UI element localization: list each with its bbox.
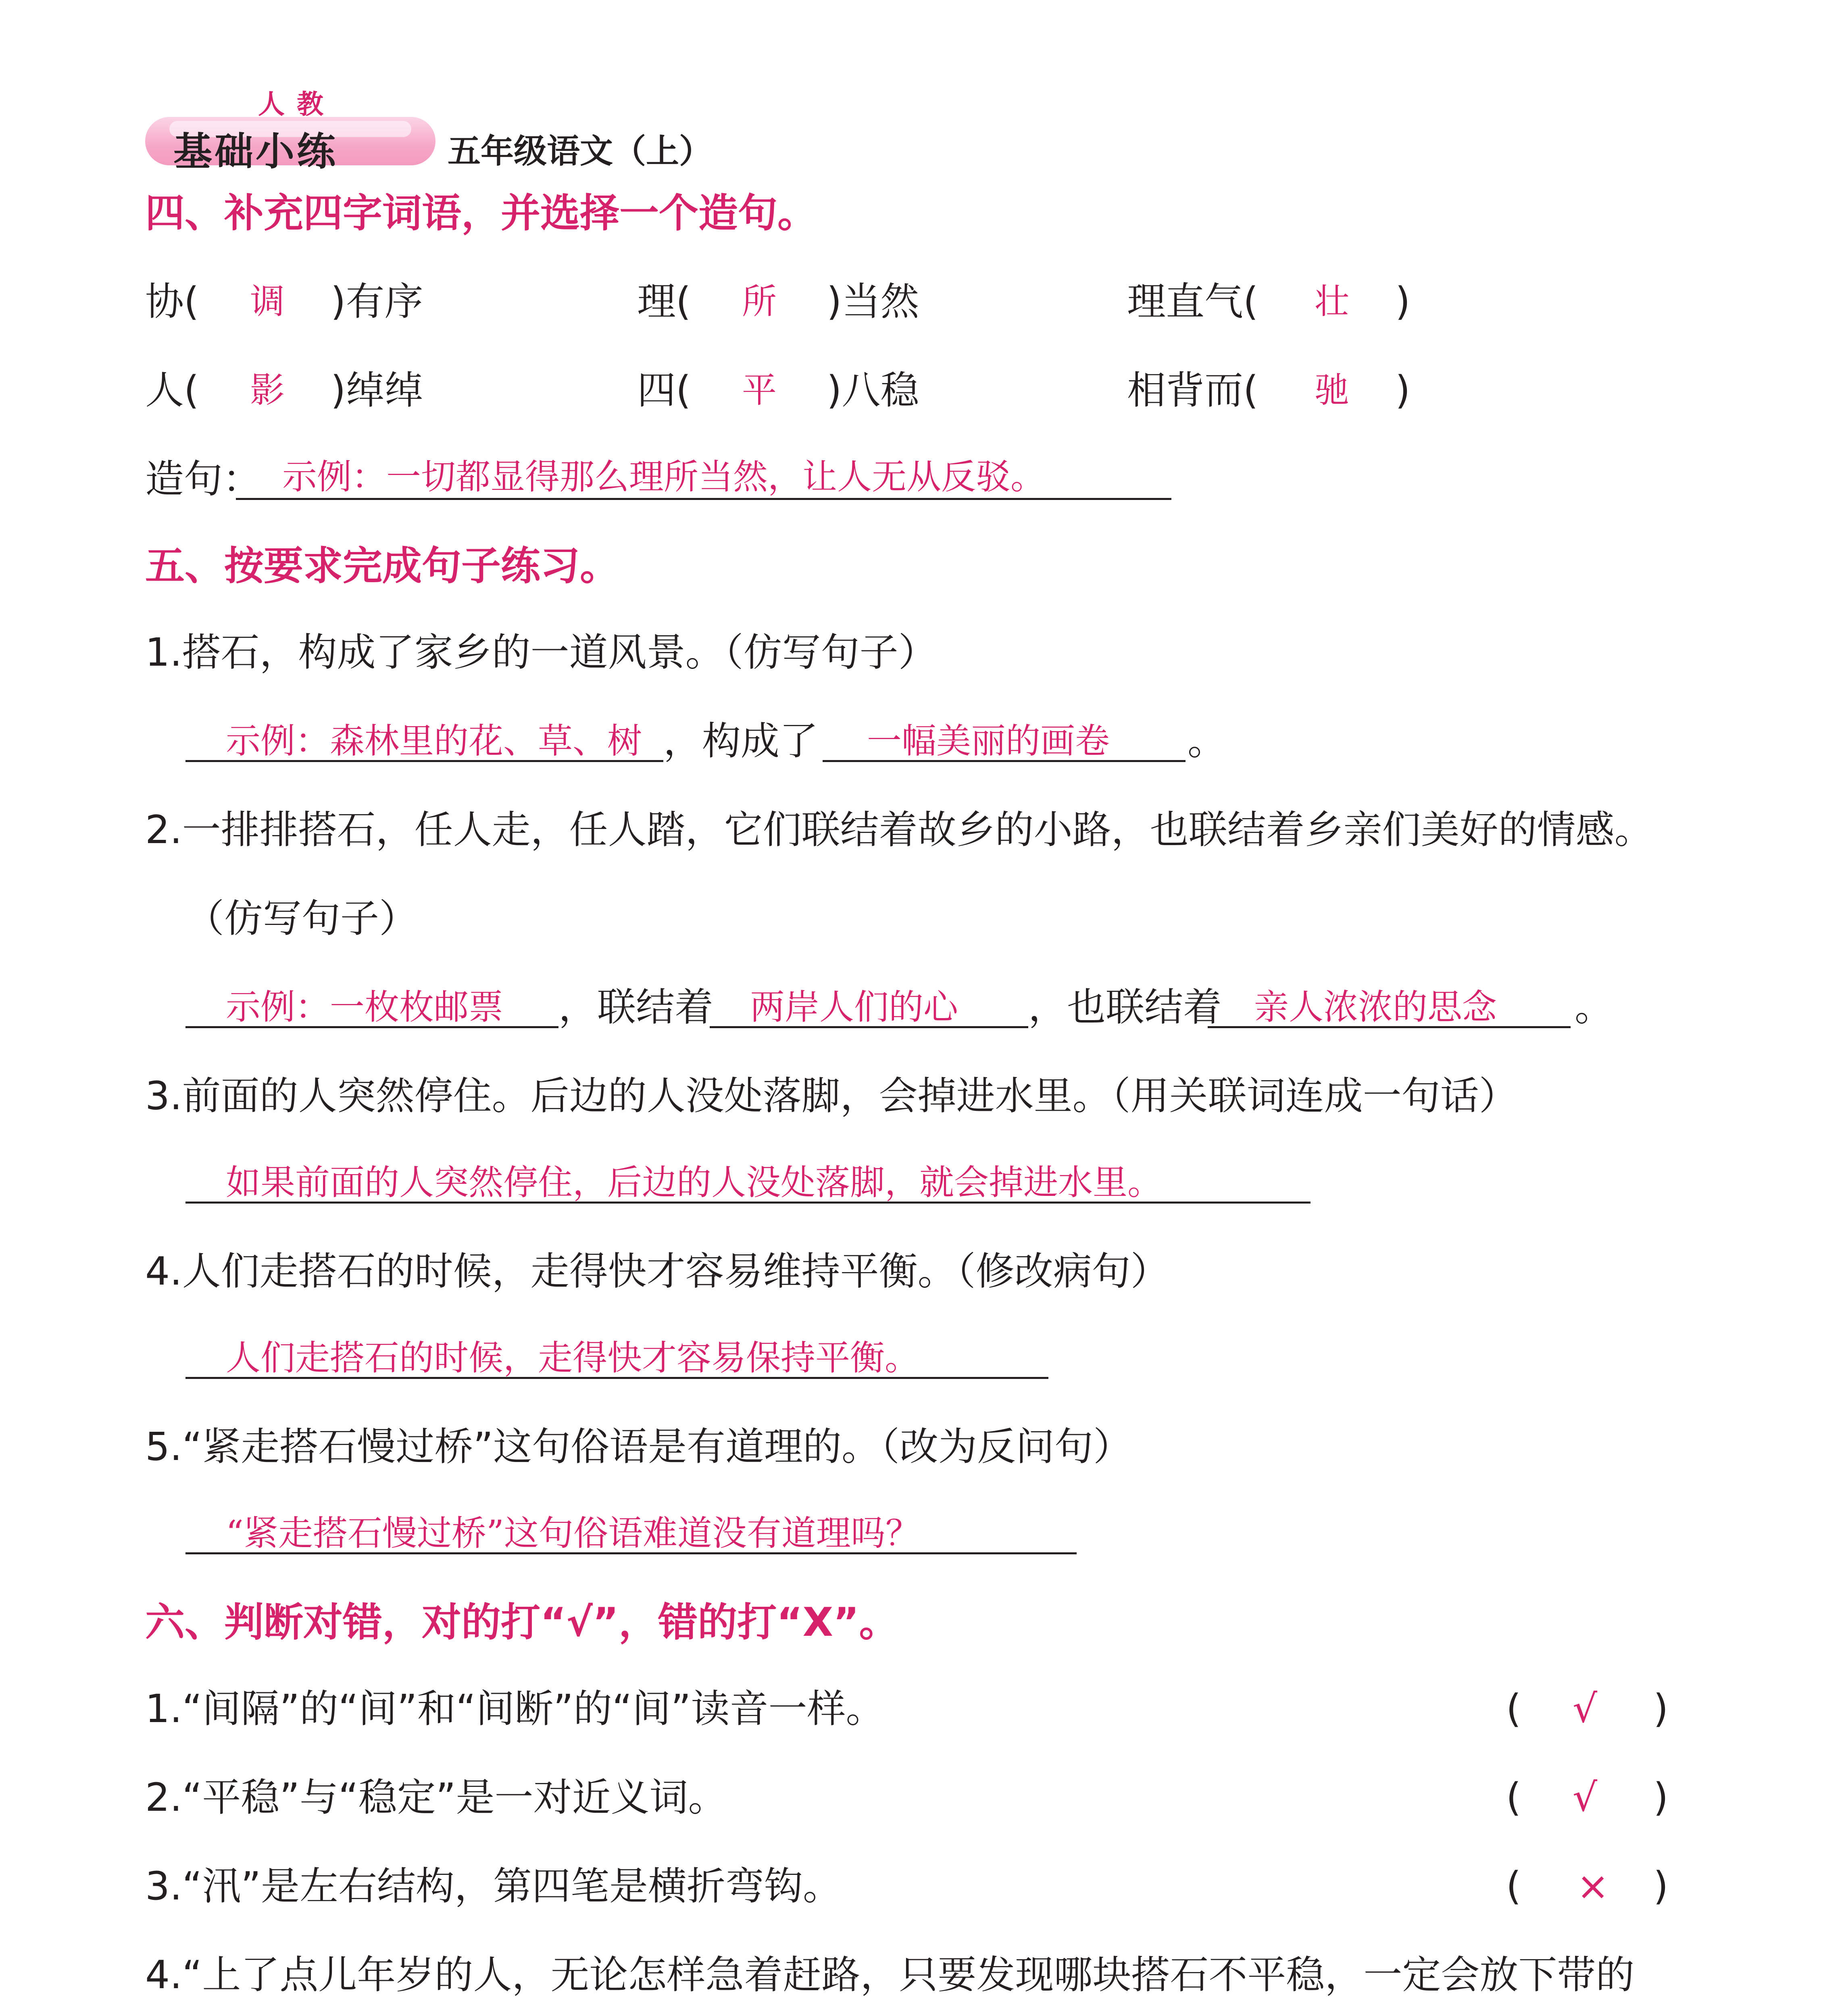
idiom-6-pre: 相背而( <box>1127 368 1258 413</box>
judge-item-1-mark: √ <box>1573 1686 1598 1731</box>
idiom-1-pre: 协( <box>145 279 199 324</box>
idiom-1-post: )有序 <box>331 279 423 324</box>
q2-answer-2: 两岸人们的心 <box>750 987 958 1027</box>
publisher-label: 人教 <box>258 89 335 120</box>
sentence-answer: 示例：一切都显得那么理所当然，让人无从反驳。 <box>282 457 1045 497</box>
idiom-4-pre: 人( <box>145 368 199 413</box>
idiom-6-answer: 驰 <box>1315 370 1349 410</box>
course-title: 五年级语文（上） <box>448 132 713 171</box>
idiom-3-post: ) <box>1395 279 1411 324</box>
q2-answer-1-line <box>185 1026 558 1028</box>
q2-answer-3: 亲人浓浓的思念 <box>1254 987 1497 1027</box>
q1-mid: ，构成了 <box>663 719 818 764</box>
judge-item-3: 3.“汛”是左右结构，第四笔是横折弯钩。 <box>145 1864 842 1909</box>
q4-text: 4.人们走搭石的时候，走得快才容易维持平衡。（修改病句） <box>145 1249 1169 1294</box>
q2-text: 2.一排排搭石，任人走，任人踏，它们联结着故乡的小路，也联结着乡亲们美好的情感。 <box>145 807 1653 852</box>
q5-answer: “紧走搭石慢过桥”这句俗语难道没有道理吗？ <box>226 1513 920 1554</box>
q2-mid-1: ，联结着 <box>558 985 713 1030</box>
idiom-6-post: ) <box>1395 368 1411 413</box>
series-title: 基础小练 <box>173 129 338 174</box>
q1-answer-2-line <box>823 760 1186 762</box>
judge-item-2-paren-close: ) <box>1653 1775 1669 1820</box>
judge-item-2-paren-open: ( <box>1506 1775 1521 1820</box>
section5-title: 五、按要求完成句子练习。 <box>145 543 620 589</box>
judge-item-3-mark: × <box>1577 1864 1609 1909</box>
judge-item-4-line-1: 4.“上了点儿年岁的人，无论怎样急着赶路，只要发现哪块搭石不平稳，一定会放下带的 <box>145 1952 1635 1997</box>
judge-item-2: 2.“平稳”与“稳定”是一对近义词。 <box>145 1775 727 1820</box>
q3-answer: 如果前面的人突然停住，后边的人没处落脚，就会掉进水里。 <box>226 1162 1162 1203</box>
q5-text: 5.“紧走搭石慢过桥”这句俗语是有道理的。（改为反问句） <box>145 1424 1132 1469</box>
section6-title: 六、判断对错，对的打“√”，错的打“X”。 <box>145 1599 899 1645</box>
q4-answer: 人们走搭石的时候，走得快才容易保持平衡。 <box>226 1338 919 1378</box>
sentence-label: 造句： <box>145 456 261 502</box>
idiom-1-answer: 调 <box>250 281 285 322</box>
q2-answer-3-line <box>1208 1026 1571 1028</box>
section4-title: 四、补充四字词语，并选择一个造句。 <box>145 190 817 236</box>
q2-end: 。 <box>1575 985 1613 1030</box>
idiom-3-answer: 壮 <box>1315 281 1349 322</box>
q2-answer-1: 示例：一枚枚邮票 <box>226 987 503 1027</box>
q1-answer-1: 示例：森林里的花、草、树 <box>226 721 642 761</box>
idiom-4-post: )绰绰 <box>331 368 423 413</box>
q1-answer-2: 一幅美丽的画卷 <box>867 721 1110 761</box>
idiom-2-post: )当然 <box>827 279 919 324</box>
q1-end: 。 <box>1188 719 1226 764</box>
judge-item-3-paren-close: ) <box>1653 1864 1669 1909</box>
judge-item-2-mark: √ <box>1573 1775 1598 1820</box>
idiom-2-pre: 理( <box>637 279 691 324</box>
judge-item-3-paren-open: ( <box>1506 1864 1521 1909</box>
idiom-5-post: )八稳 <box>827 368 919 413</box>
q3-text: 3.前面的人突然停住。后边的人没处落脚，会掉进水里。（用关联词连成一句话） <box>145 1073 1518 1118</box>
q3-answer-line <box>185 1202 1311 1204</box>
idiom-4-answer: 影 <box>250 370 285 410</box>
q5-answer-line <box>185 1552 1077 1554</box>
idiom-3-pre: 理直气( <box>1127 279 1258 324</box>
idiom-2-answer: 所 <box>742 281 777 322</box>
q1-text: 1.搭石，构成了家乡的一道风景。（仿写句子） <box>145 630 937 675</box>
q1-answer-1-line <box>185 760 663 762</box>
judge-item-1-paren-open: ( <box>1506 1686 1521 1731</box>
q4-answer-line <box>185 1377 1048 1379</box>
judge-item-1: 1.“间隔”的“间”和“间断”的“间”读音一样。 <box>145 1686 885 1731</box>
q2-answer-2-line <box>710 1026 1028 1028</box>
idiom-5-pre: 四( <box>637 368 691 413</box>
sentence-answer-line <box>236 498 1171 500</box>
idiom-5-answer: 平 <box>742 370 777 410</box>
q2-text-2: （仿写句子） <box>185 896 418 941</box>
q2-mid-2: ，也联结着 <box>1028 985 1222 1030</box>
judge-item-1-paren-close: ) <box>1653 1686 1669 1731</box>
